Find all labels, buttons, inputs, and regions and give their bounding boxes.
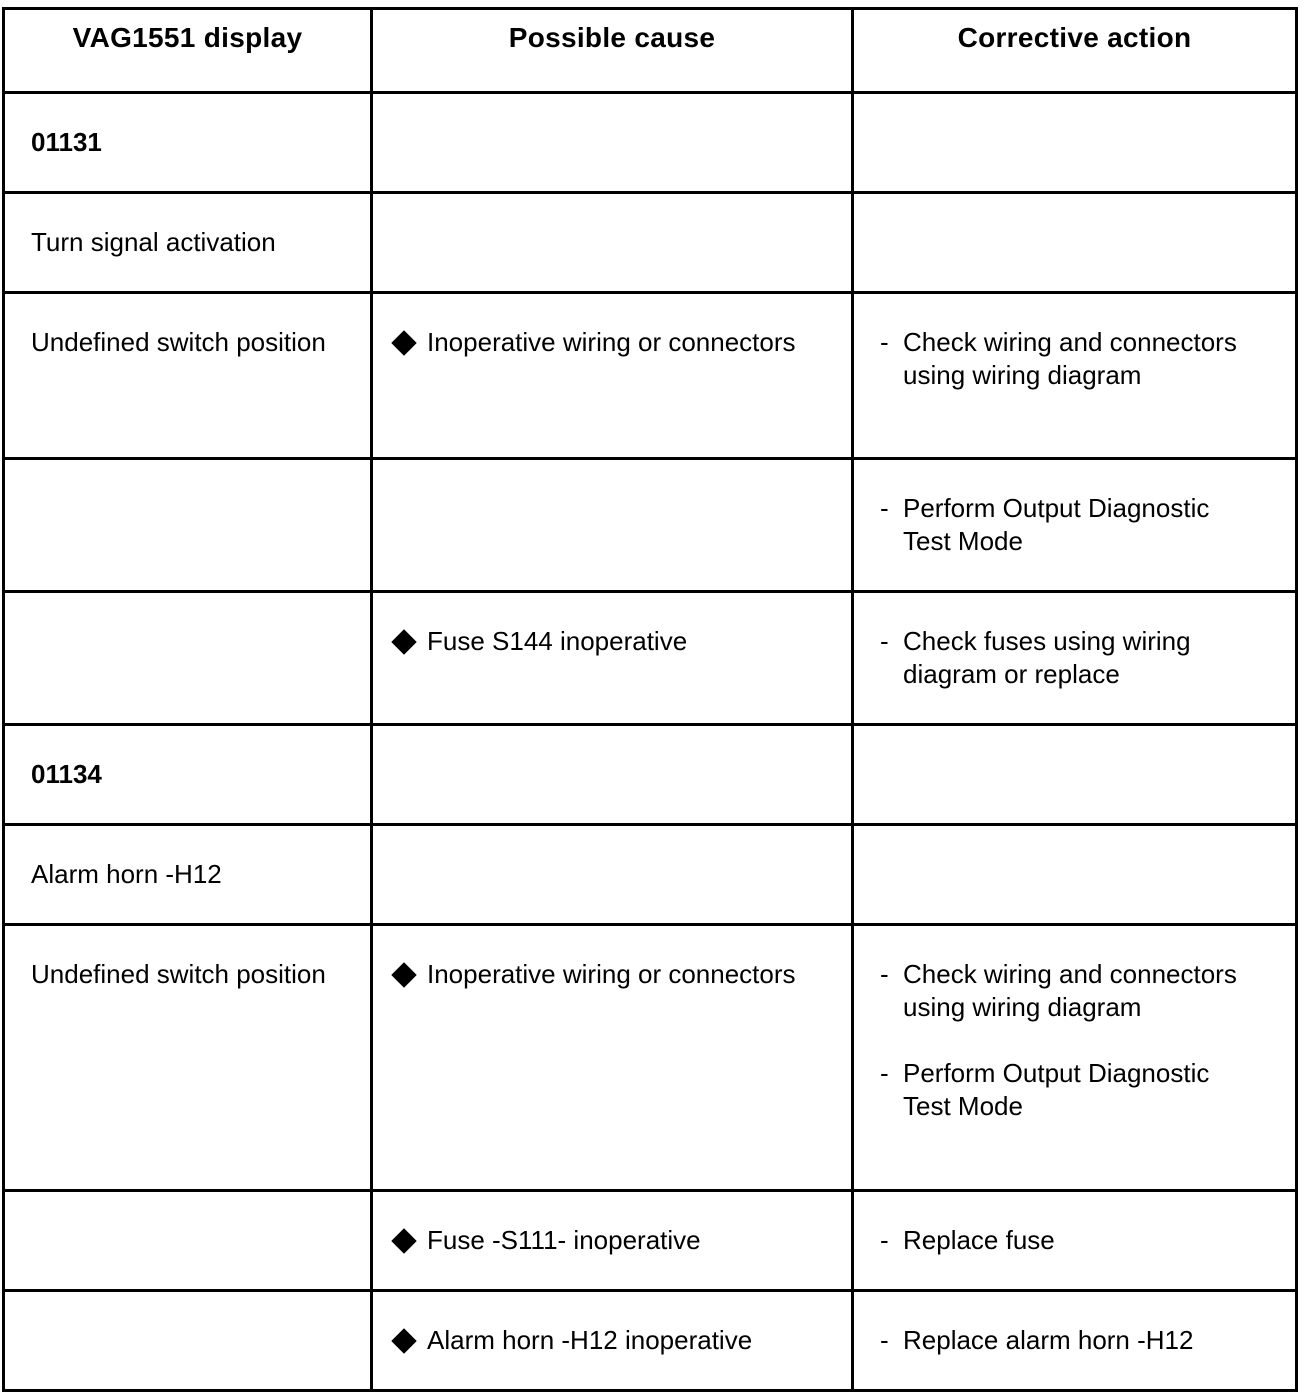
action-item [880,625,1255,691]
action-text: Replace fuse [903,1225,1055,1255]
cause-cell [372,1291,853,1391]
cause-item [373,1192,851,1257]
diamond-icon [391,1228,416,1253]
action-cell [853,825,1297,925]
action-item [880,958,1255,1024]
table-row [4,293,1297,459]
action-text: Perform Output Diagnostic Test Mode [903,493,1210,556]
cause-text: Alarm horn -H12 inoperative [427,1325,753,1355]
action-cell [853,725,1297,825]
action-list [854,1192,1295,1257]
table-row [4,925,1297,1191]
fault-code: 01134 [31,759,102,789]
diamond-icon [391,1328,416,1353]
table-row [4,93,1297,193]
display-cell [4,293,372,459]
cause-cell [372,925,853,1191]
action-list [854,1292,1295,1357]
cause-cell [372,93,853,193]
diamond-icon [391,330,416,355]
action-item [880,492,1255,558]
display-cell [4,925,372,1191]
action-cell [853,1291,1297,1391]
cause-text: Fuse -S111- inoperative [427,1225,701,1255]
display-text: Undefined switch position [31,959,326,989]
dash-bullet: - [880,493,889,523]
display-cell [4,1291,372,1391]
table-row [4,193,1297,293]
action-list [854,593,1295,691]
action-text: Check wiring and connectors using wiring diagram [903,327,1237,390]
action-item [880,1324,1255,1357]
action-text: Check wiring and connectors using wiring diagram [903,959,1237,1022]
action-list [854,294,1295,392]
diagnostic-table [2,7,1298,1392]
action-cell [853,293,1297,459]
table-row [4,459,1297,592]
display-cell [4,459,372,592]
table-row [4,1291,1297,1391]
header-row [4,9,1297,93]
cause-cell [372,825,853,925]
cause-text: Fuse S144 inoperative [427,626,688,656]
display-text: Undefined switch position [31,327,326,357]
table-row [4,825,1297,925]
action-cell [853,592,1297,725]
action-cell [853,93,1297,193]
cause-item [373,926,851,991]
action-text: Replace alarm horn -H12 [903,1325,1194,1355]
diamond-icon [391,629,416,654]
diamond-icon [391,962,416,987]
action-item [880,1224,1255,1257]
action-text: Perform Output Diagnostic Test Mode [903,1058,1210,1121]
action-cell [853,1191,1297,1291]
header-action: Corrective action [853,9,1297,93]
action-cell [853,925,1297,1191]
action-cell [853,459,1297,592]
action-item [880,326,1255,392]
cause-text: Inoperative wiring or connectors [427,327,796,357]
dash-bullet: - [880,626,889,656]
cause-cell [372,592,853,725]
cause-cell [372,193,853,293]
header-display: VAG1551 display [4,9,372,93]
cause-item [373,1292,851,1357]
dash-bullet: - [880,1058,889,1088]
dash-bullet: - [880,1325,889,1355]
action-list [854,926,1295,1123]
action-cell [853,193,1297,293]
cause-cell [372,293,853,459]
display-cell [4,1191,372,1291]
table-row [4,1191,1297,1291]
display-text: Turn signal activation [31,227,276,257]
display-cell [4,93,372,193]
cause-text: Inoperative wiring or connectors [427,959,796,989]
display-cell [4,725,372,825]
display-cell [4,592,372,725]
cause-cell [372,725,853,825]
table-row [4,592,1297,725]
cause-item [373,294,851,359]
display-cell [4,193,372,293]
display-cell [4,825,372,925]
cause-cell [372,1191,853,1291]
action-list [854,460,1295,558]
table-row [4,725,1297,825]
header-cause: Possible cause [372,9,853,93]
dash-bullet: - [880,327,889,357]
action-text: Check fuses using wiring diagram or replace [903,626,1191,689]
cause-cell [372,459,853,592]
dash-bullet: - [880,959,889,989]
action-item [880,1057,1255,1123]
display-text: Alarm horn -H12 [31,859,222,889]
dash-bullet: - [880,1225,889,1255]
fault-code: 01131 [31,127,102,157]
cause-item [373,593,851,658]
